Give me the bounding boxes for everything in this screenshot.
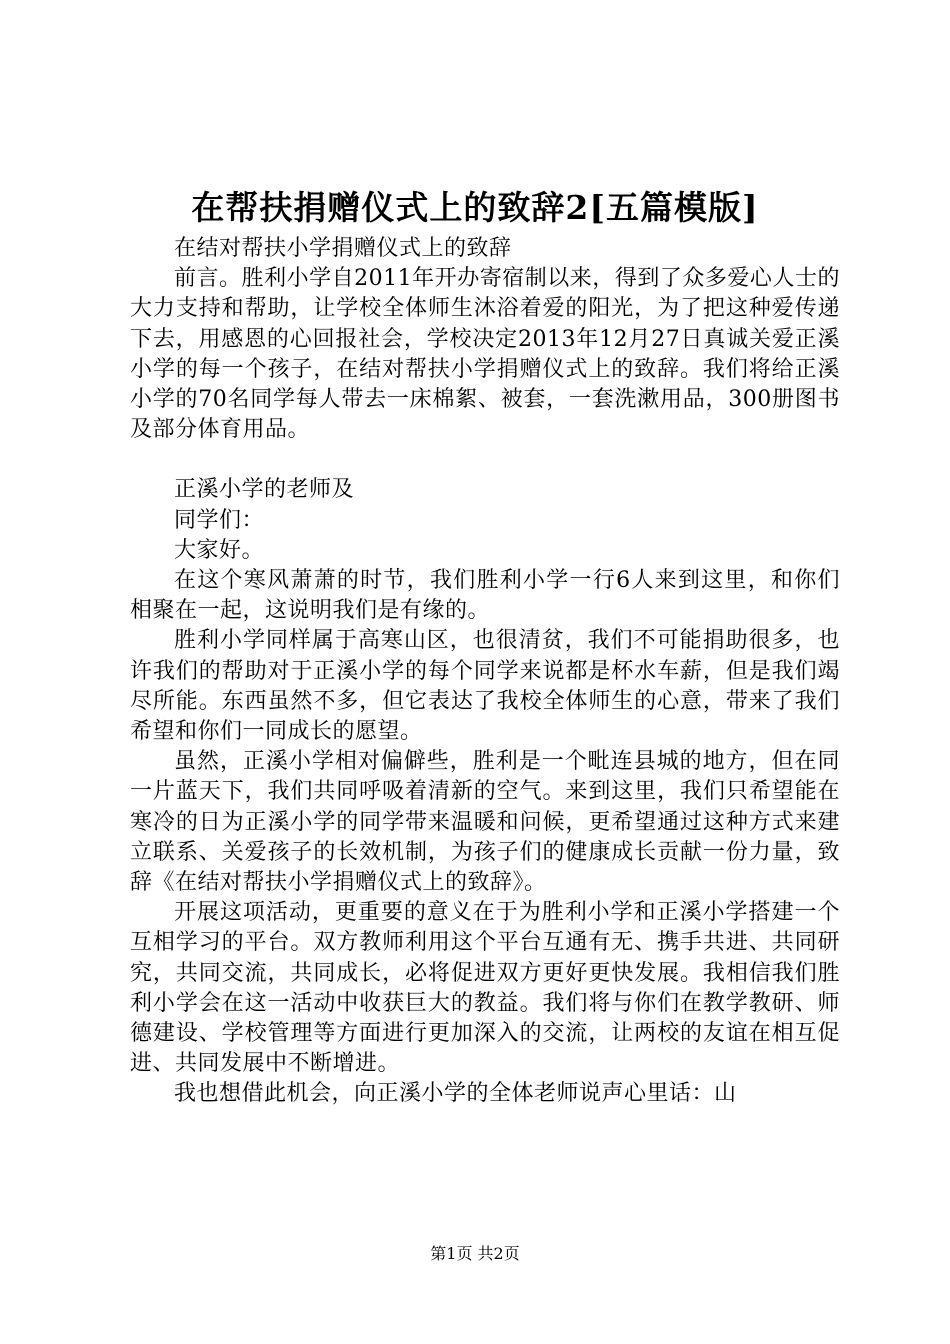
paragraph-body-4: 开展这项活动，更重要的意义在于为胜利小学和正溪小学搭建一个互相学习的平台。双方教师利用这个平台互通有无、携手共进、共同研究，共同交流，共同成长，必将促进双方更好更快发展。我相信我们胜利小学会在这一活动中收获巨大的教益。我们将与你们在教学教研、师德建设、学校管理等方面进行更加深入的交流，让两校的友谊在相互促进、共同发展中不断增进。 — [130, 900, 840, 1077]
paragraph-greeting: 大家好。 — [174, 537, 265, 563]
paragraph-salutation-1: 正溪小学的老师及 — [174, 477, 355, 503]
paragraph-body-1: 在这个寒风萧萧的时节，我们胜利小学一行6人来到这里，和你们相聚在一起，这说明我们是有缘的。 — [130, 568, 840, 624]
document-body — [130, 234, 840, 1110]
paragraph-salutation-2: 同学们： — [174, 507, 265, 533]
paragraph-preface: 前言。胜利小学自2011年开办寄宿制以来，得到了众多爱心人士的大力支持和帮助，让学校全体师生沐浴着爱的阳光，为了把这种爱传递下去，用感恩的心回报社会，学校决定2013年12月27日真诚关爱正溪小学的每一个孩子，在结对帮扶小学捐赠仪式上的致辞。我们将给正溪小学的70名同学每人带去一床棉絮、被套，一套洗漱用品，300册图书及部分体育用品。 — [130, 266, 840, 443]
paragraph-body-5: 我也想借此机会，向正溪小学的全体老师说声心里话：山 — [174, 1081, 737, 1107]
document-title: 在帮扶捐赠仪式上的致辞2[五篇模版] — [191, 188, 759, 227]
page-number-footer: 第1页 共2页 — [430, 1244, 520, 1263]
paragraph-body-3: 虽然，正溪小学相对偏僻些，胜利是一个毗连县城的地方，但在同一片蓝天下，我们共同呼吸着清新的空气。来到这里，我们只希望能在寒冷的日为正溪小学的同学带来温暖和问候，更希望通过这种方式来建立联系、关爱孩子的长效机制，为孩子们的健康成长贡献一份力量，致辞《在结对帮扶小学捐赠仪式上的致辞》。 — [130, 749, 840, 896]
paragraph-subtitle: 在结对帮扶小学捐赠仪式上的致辞 — [174, 236, 512, 261]
paragraph-body-2: 胜利小学同样属于高寒山区，也很清贫，我们不可能捐助很多，也许我们的帮助对于正溪小学的每个同学来说都是杯水车薪，但是我们竭尽所能。东西虽然不多，但它表达了我校全体师生的心意，带来了我们希望和你们一同成长的愿望。 — [130, 628, 840, 745]
